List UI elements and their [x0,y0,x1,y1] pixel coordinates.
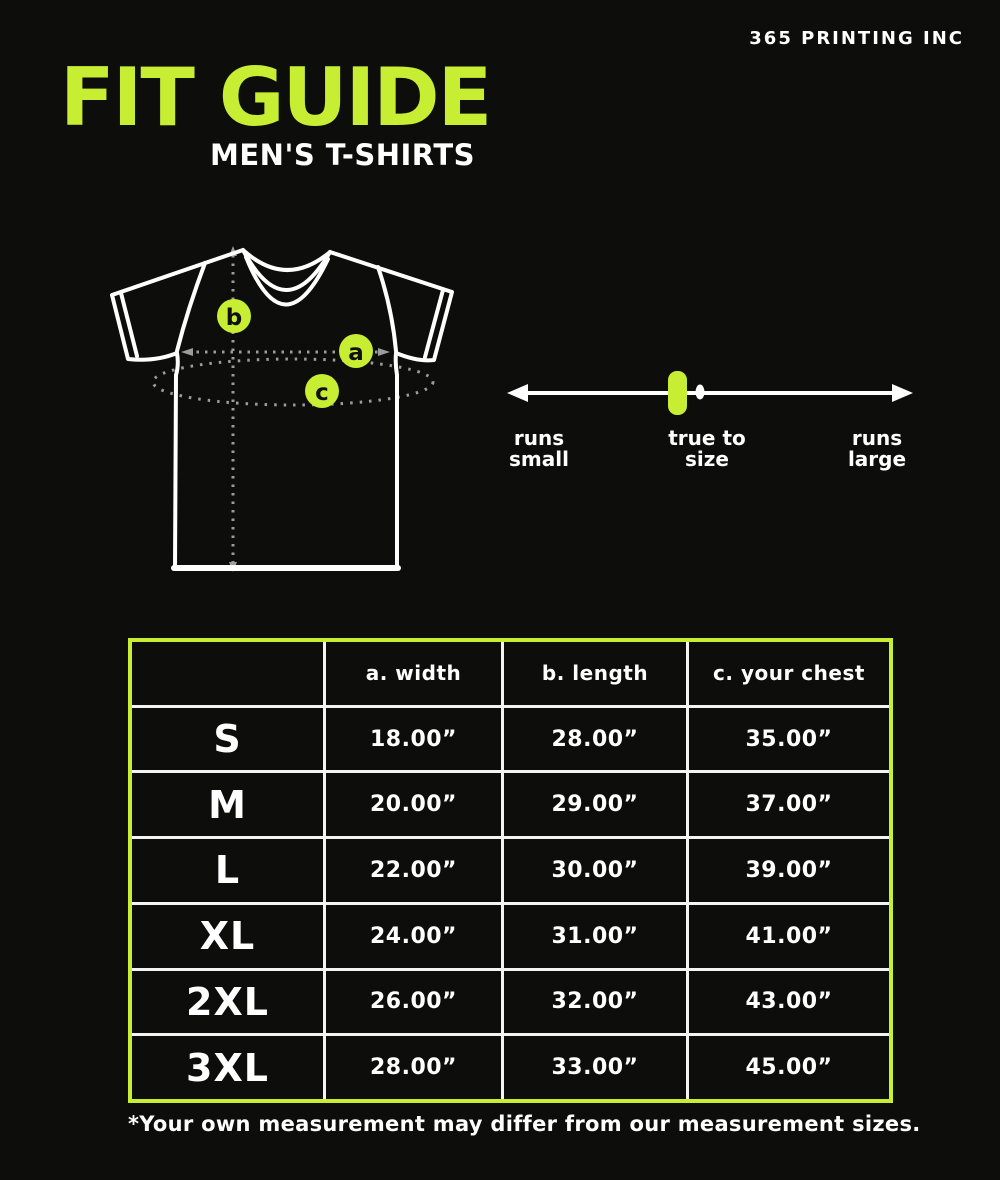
fit-scale-label-true-to-size: true to size [668,426,746,471]
width-arrow-right-icon [378,348,390,356]
row-xl-size: XL [132,905,323,968]
size-table [128,638,893,1103]
left-armhole-seam [177,263,205,351]
row-m-chest: 37.00” [689,773,889,836]
marker-a-label: a [348,340,364,366]
table-header-length: b. length [504,642,686,705]
page-title: FIT GUIDE [60,51,491,144]
width-arrow-left-icon [181,348,193,356]
row-s-size: S [132,708,323,771]
marker-c-label: c [315,380,329,406]
row-s-length: 28.00” [504,708,686,771]
fit-scale-label-runs-large: runs large [847,426,907,471]
row-s-chest: 35.00” [689,708,889,771]
chest-dotted-ellipse [153,359,433,405]
row-3xl-width: 28.00” [326,1036,501,1099]
table-header-width: a. width [326,642,501,705]
fit-scale-tick-dot [696,385,705,400]
marker-b-label: b [225,305,243,331]
right-cuff-inner-line [425,290,443,357]
row-l-size: L [132,839,323,902]
row-2xl-length: 32.00” [504,971,686,1034]
right-armhole-seam [378,267,396,351]
size-table-grid [132,642,889,1099]
row-s-width: 18.00” [326,708,501,771]
row-3xl-chest: 45.00” [689,1036,889,1099]
row-m-width: 20.00” [326,773,501,836]
row-2xl-width: 26.00” [326,971,501,1034]
row-m-size: M [132,773,323,836]
row-l-chest: 39.00” [689,839,889,902]
tshirt-outline [112,250,452,568]
row-xl-length: 31.00” [504,905,686,968]
row-3xl-size: 3XL [132,1036,323,1099]
table-header-blank [132,642,323,705]
fit-scale-marker [668,371,687,415]
measurement-disclaimer: *Your own measurement may differ from our measurement sizes. [128,1112,921,1136]
page-subtitle: MEN'S T-SHIRTS [210,138,475,172]
row-l-width: 22.00” [326,839,501,902]
row-xl-chest: 41.00” [689,905,889,968]
row-2xl-size: 2XL [132,971,323,1034]
tshirt-measurement-diagram [100,243,470,578]
fit-scale-arrow-left-icon [507,384,528,402]
fit-scale-arrow-right-icon [892,384,913,402]
brand-name: 365 PRINTING INC [749,28,964,49]
row-l-length: 30.00” [504,839,686,902]
row-2xl-chest: 43.00” [689,971,889,1034]
fit-scale-diagram [500,355,920,435]
fit-scale-label-runs-small: runs small [509,426,569,471]
table-header-chest: c. your chest [689,642,889,705]
collar-back-curve [243,250,330,270]
row-xl-width: 24.00” [326,905,501,968]
row-m-length: 29.00” [504,773,686,836]
row-3xl-length: 33.00” [504,1036,686,1099]
